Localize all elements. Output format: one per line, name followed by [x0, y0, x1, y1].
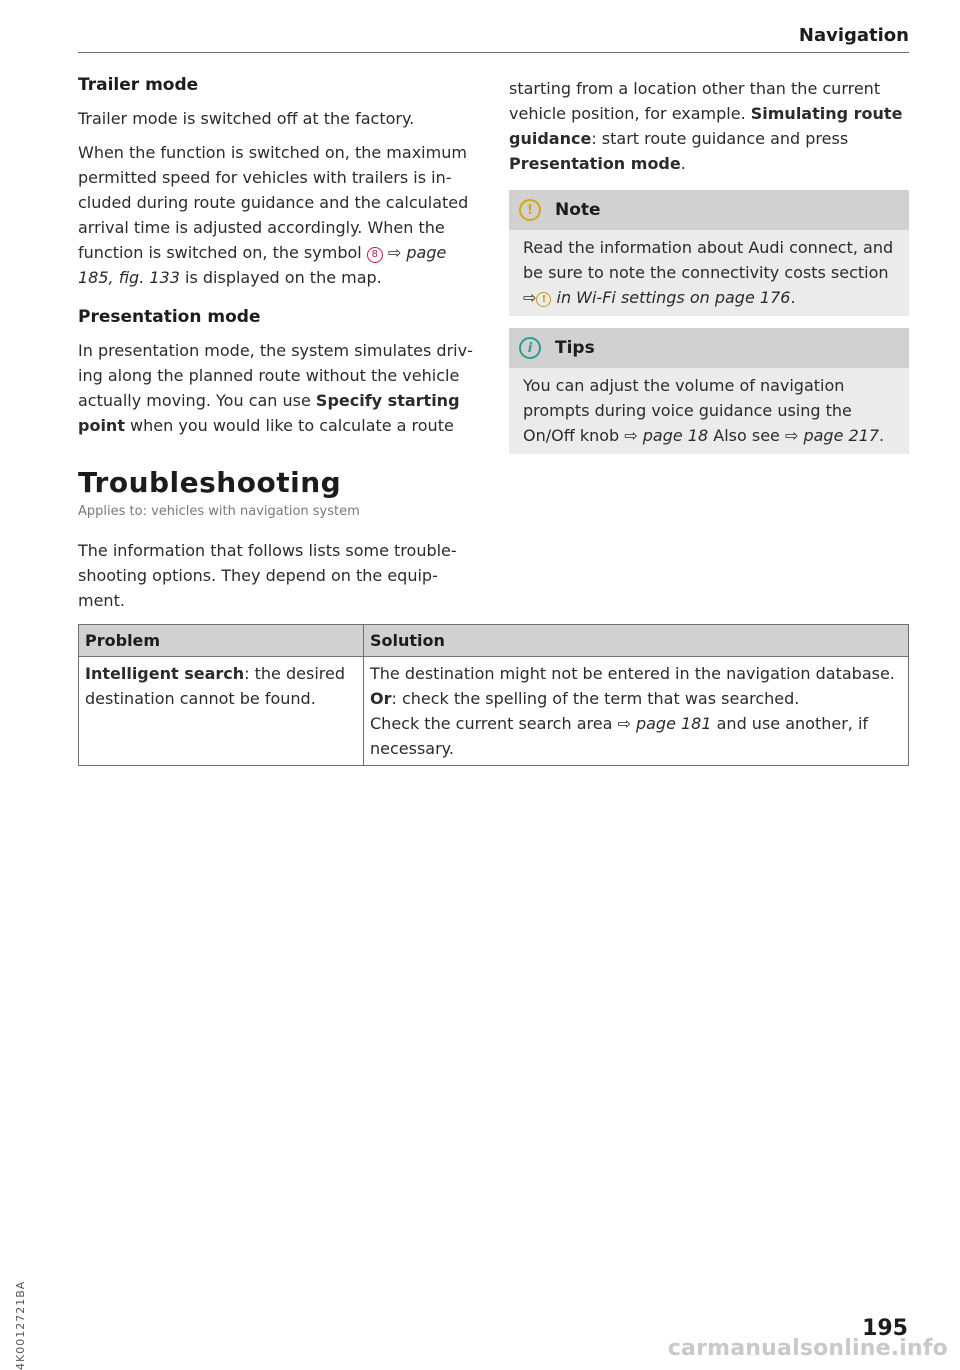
tips-body: You can adjust the volume of navigation prompts during voice guidance using the On/Off knob ⇨ page 18 Also see ⇨ page 217. [523, 376, 885, 445]
note-body: Read the information about Audi connect, and be sure to note the connectivity costs section ⇨ ! in Wi-Fi settings on page 176. [523, 238, 894, 307]
presentation-mode-paragraph: In presentation mode, the system simulates driving along the planned route without the vehicle actually moving. You can use Specify starting point when you would like to calculate a route [78, 341, 473, 435]
xref-page-18[interactable]: ⇨ page 18 [624, 426, 709, 445]
trailer-mode-paragraph-2: When the function is switched on, the maximum permitted speed for vehicles with trailers is included during route guidance and the calculated arrival time is adjusted accordingly. When the function is switched on, the symbol 8 ⇨ page 185, fig. 133 is displayed on the map. [78, 143, 469, 287]
page-header [78, 22, 909, 53]
solution-line-2: Or: check the spelling of the term that was searched. [370, 689, 800, 708]
chapter-title: Navigation [798, 25, 909, 46]
solution-line-1: The destination might not be entered in the navigation database. [370, 664, 895, 683]
warning-small-icon: ! [536, 292, 551, 307]
document-code: 4K0012721BA [14, 1280, 27, 1370]
warning-icon: ! [519, 199, 541, 221]
solution-cell [364, 657, 909, 766]
troubleshooting-table [78, 624, 909, 766]
right-column [509, 76, 909, 466]
xref-wifi-settings[interactable]: ⇨ ! in Wi-Fi settings on page 176 [523, 288, 791, 307]
table-row [79, 657, 909, 766]
presentation-mode-heading: Presentation mode [78, 307, 261, 327]
trailer-mode-paragraph-1: Trailer mode is switched off at the factory. [78, 109, 415, 128]
watermark: carmanualsonline.info [667, 1336, 948, 1361]
troubleshooting-intro: The information that follows lists some troubleshooting options. They depend on the equipment. [78, 541, 457, 610]
note-box-header [509, 190, 909, 230]
solution-line-3: Check the current search area ⇨ page 181 and use another, if necessary. [370, 714, 869, 758]
column-header-problem: Problem [79, 625, 364, 657]
note-box [509, 190, 909, 316]
table-header-row [79, 625, 909, 657]
xref-page-181[interactable]: ⇨ page 181 [617, 714, 712, 733]
page-number: 195 [862, 1316, 908, 1341]
tips-label: Tips [555, 337, 595, 358]
problem-cell: Intelligent search: the desired destination cannot be found. [79, 657, 364, 766]
presentation-mode-continued: starting from a location other than the current vehicle position, for example. Simulating route guidance: start route guidance and press Presentation mode. [509, 79, 903, 173]
info-icon: i [519, 337, 541, 359]
xref-page-185[interactable]: ⇨ page 185, fig. 133 [78, 243, 447, 287]
note-label: Note [555, 199, 601, 220]
troubleshooting-title: Troubleshooting [78, 466, 342, 499]
trailer-mode-heading: Trailer mode [78, 75, 199, 95]
column-header-solution: Solution [364, 625, 909, 657]
applies-to-note: Applies to: vehicles with navigation system [78, 504, 360, 519]
left-column [78, 72, 478, 447]
xref-page-217[interactable]: ⇨ page 217 [784, 426, 880, 445]
tips-box [509, 328, 909, 454]
tips-box-header [509, 328, 909, 368]
map-symbol-8-icon: 8 [367, 247, 383, 263]
